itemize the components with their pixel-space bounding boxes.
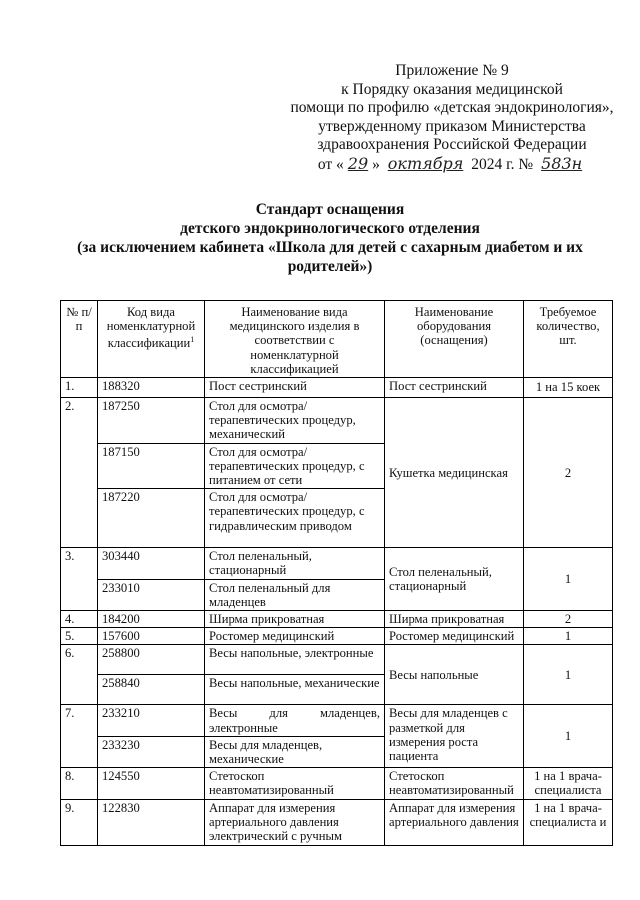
order-number-handwritten: 583н <box>541 153 583 173</box>
header-qty: Требуемое количество, шт. <box>524 301 613 378</box>
cell-qty: 1 <box>524 645 613 705</box>
cell-code: 122830 <box>98 799 205 845</box>
table-row <box>61 768 613 799</box>
table-row <box>61 705 613 736</box>
table-row <box>61 799 613 845</box>
cell-equipment: Ростомер медицинский <box>385 628 524 645</box>
title-line-2: детского эндокринологического отделения <box>180 220 480 237</box>
cell-name: Ростомер медицинский <box>205 628 385 645</box>
cell-name: Стол для осмотра/терапевтических процедур, с гидравлическим приводом <box>205 489 385 548</box>
cell-num: 7. <box>61 705 98 768</box>
table-row <box>61 611 613 628</box>
date-mid: » <box>372 155 380 173</box>
date-year: 2024 г. № <box>471 155 534 173</box>
annex-line-3: помощи по профилю «детская эндокринология», <box>290 99 614 116</box>
table-row <box>61 378 613 398</box>
cell-name: Стол для осмотра/терапевтических процедур, с питанием от сети <box>205 443 385 489</box>
cell-num: 4. <box>61 611 98 628</box>
cell-num: 3. <box>61 548 98 611</box>
header-code-footnote: 1 <box>190 335 195 345</box>
annex-line-5: здравоохранения Российской Федерации <box>317 136 587 153</box>
cell-equipment: Стол пеленальный, стационарный <box>385 548 524 611</box>
date-month-handwritten: октября <box>387 153 464 173</box>
title-line-1: Стандарт оснащения <box>255 201 405 218</box>
cell-equipment: Аппарат для измерения артериального давления <box>385 799 524 845</box>
cell-num: 9. <box>61 799 98 845</box>
cell-equipment: Стетоскоп неавтоматизированный <box>385 768 524 799</box>
header-code-text: Код вида номенклатурной классификации <box>106 305 196 351</box>
cell-code: 184200 <box>98 611 205 628</box>
table-row <box>61 628 613 645</box>
cell-equipment: Весы напольные <box>385 645 524 705</box>
cell-num: 6. <box>61 645 98 705</box>
title-line-3: (за исключением кабинета «Школа для детей с сахарным диабетом и их родителей») <box>77 239 583 275</box>
cell-qty: 1 <box>524 628 613 645</box>
cell-qty: 1 <box>524 705 613 768</box>
cell-equipment: Ширма прикроватная <box>385 611 524 628</box>
cell-qty: 1 на 1 врача-специалиста и <box>524 799 613 845</box>
document-title <box>60 200 600 276</box>
cell-code: 187250 <box>98 398 205 444</box>
cell-code: 187150 <box>98 443 205 489</box>
header-equipment: Наименование оборудования (оснащения) <box>385 301 524 378</box>
cell-num: 8. <box>61 768 98 799</box>
cell-equipment: Кушетка медицинская <box>385 398 524 548</box>
cell-qty: 2 <box>524 398 613 548</box>
annex-line-4: утвержденному приказом Министерства <box>318 117 586 135</box>
cell-code: 258800 <box>98 645 205 675</box>
header-code <box>98 301 205 378</box>
annex-date-line <box>282 155 622 175</box>
annex-header <box>282 62 622 174</box>
cell-name: Ширма прикроватная <box>205 611 385 628</box>
cell-code: 233210 <box>98 705 205 736</box>
cell-qty: 1 на 15 коек <box>524 378 613 398</box>
cell-num: 2. <box>61 398 98 548</box>
cell-code: 233010 <box>98 579 205 610</box>
cell-equipment: Пост сестринский <box>385 378 524 398</box>
cell-code: 124550 <box>98 768 205 799</box>
cell-code: 188320 <box>98 378 205 398</box>
cell-qty: 1 <box>524 548 613 611</box>
cell-code: 157600 <box>98 628 205 645</box>
equipment-table <box>60 300 613 846</box>
cell-name: Весы для младенцев, электронные <box>205 705 385 736</box>
table-row <box>61 645 613 675</box>
cell-code: 187220 <box>98 489 205 548</box>
cell-code: 233230 <box>98 736 205 767</box>
cell-name: Стол пеленальный для младенцев <box>205 579 385 610</box>
header-num: № п/п <box>61 301 98 378</box>
cell-num: 1. <box>61 378 98 398</box>
cell-name: Стетоскоп неавтоматизированный <box>205 768 385 799</box>
annex-line-1: Приложение № 9 <box>395 62 509 79</box>
annex-line-2: к Порядку оказания медицинской <box>341 80 563 98</box>
header-name: Наименование вида медицинского изделия в соответствии с номенклатурной классификацией <box>205 301 385 378</box>
cell-name: Стол пеленальный, стационарный <box>205 548 385 579</box>
date-day-handwritten: 29 <box>347 153 369 173</box>
cell-code: 258840 <box>98 675 205 705</box>
date-prefix: от « <box>317 155 344 173</box>
cell-qty: 1 на 1 врача-специалиста <box>524 768 613 799</box>
cell-equipment: Весы для младенцев с разметкой для измерения роста пациента <box>385 705 524 768</box>
cell-name: Весы напольные, электронные <box>205 645 385 675</box>
table-row <box>61 398 613 444</box>
cell-num: 5. <box>61 628 98 645</box>
cell-name: Пост сестринский <box>205 378 385 398</box>
cell-name: Весы напольные, механические <box>205 675 385 705</box>
cell-name: Весы для младенцев, механические <box>205 736 385 767</box>
cell-name: Аппарат для измерения артериального давления электрический с ручным <box>205 799 385 845</box>
cell-name: Стол для осмотра/терапевтических процедур, механический <box>205 398 385 444</box>
cell-qty: 2 <box>524 611 613 628</box>
table-row <box>61 548 613 579</box>
table-header-row <box>61 301 613 378</box>
cell-code: 303440 <box>98 548 205 579</box>
